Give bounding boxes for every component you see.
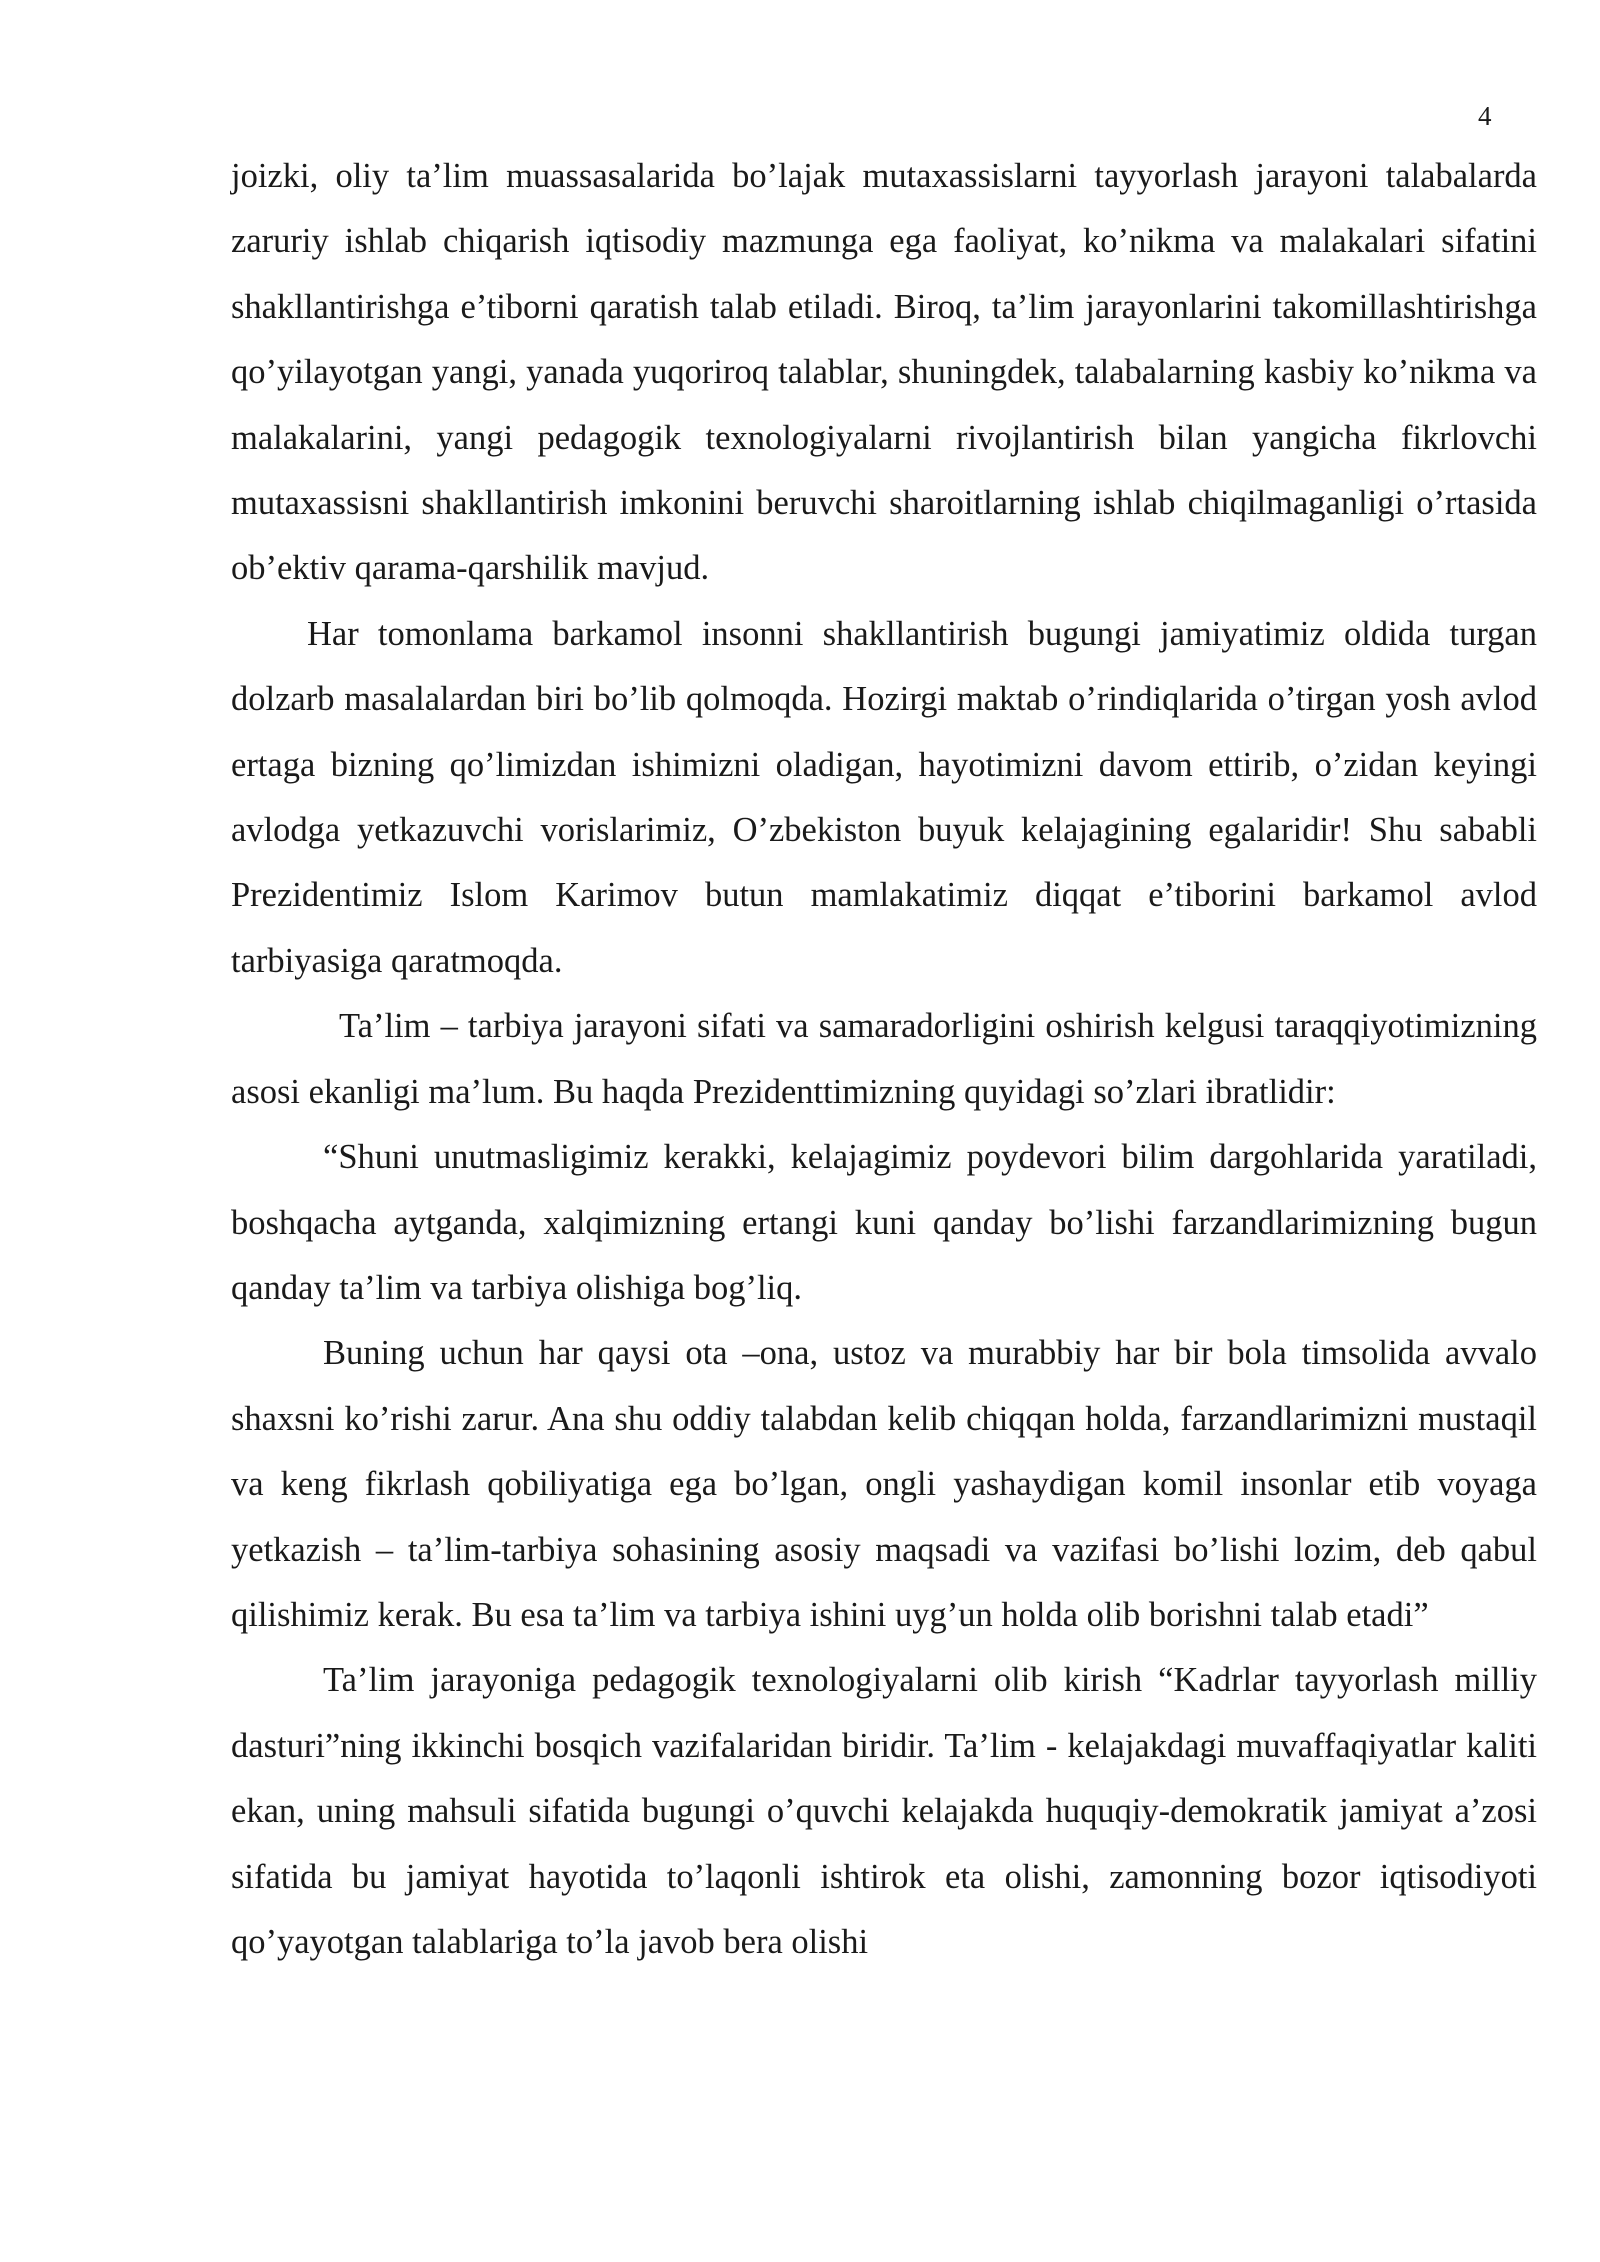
- paragraph-continuation: joizki, oliy ta’lim muassasalarida bo’lajak mutaxassislarni tayyorlash jarayoni talabalarda zaruriy ishlab chiqarish iqtisodiy mazmunga ega faoliyat, ko’nikma va malakalari sifatini shakllantirishga e’tiborni qaratish talab etiladi. Biroq, ta’lim jarayonlarini takomillashtirishga qo’yilayotgan yangi, yanada yuqoriroq talablar, shuningdek, talabalarning kasbiy ko’nikma va malakalarini, yangi pedagogik texnologiyalarni rivojlantirish bilan yangicha fikrlovchi mutaxassisni shakllantirish imkonini beruvchi sharoitlarning ishlab chiqilmaganligi o’rtasida ob’ektiv qarama-qarshilik mavjud.: [231, 157, 1537, 588]
- paragraph-quote-start: “Shuni unutmasligimiz kerakki, kelajagimiz poydevori bilim dargohlarida yaratiladi, boshqacha aytganda, xalqimizning ertangi kuni qanday bo’lishi farzandlarimizning bugun qanday ta’lim va tarbiya olishiga bog’liq.: [231, 1138, 1537, 1307]
- page-number: 4: [1478, 101, 1492, 131]
- paragraph-talim-tarbiya: Ta’lim – tarbiya jarayoni sifati va samaradorligini oshirish kelgusi taraqqiyotimizning asosi ekanligi ma’lum. Bu haqda Prezidenttimizning quyidagi so’zlari ibratlidir:: [231, 1007, 1537, 1111]
- document-body: [231, 144, 1537, 1975]
- paragraph-pedagogik-texnologiyalar: Ta’lim jarayoniga pedagogik texnologiyalarni olib kirish “Kadrlar tayyorlash milliy dasturi”ning ikkinchi bosqich vazifalaridan biridir. Ta’lim - kelajakdagi muvaffaqiyatlar kaliti ekan, uning mahsuli sifatida bugungi o’quvchi kelajakda huquqiy-demokratik jamiyat a’zosi sifatida bu jamiyat hayotida to’laqonli ishtirok eta olishi, zamonning bozor iqtisodiyoti qo’yayotgan talablariga to’la javob bera olishi: [231, 1661, 1537, 1961]
- paragraph-barkamol-inson: Har tomonlama barkamol insonni shakllantirish bugungi jamiyatimiz oldida turgan dolzarb masalalardan biri bo’lib qolmoqda. Hozirgi maktab o’rindiqlarida o’tirgan yosh avlod ertaga bizning qo’limizdan ishimizni oladigan, hayotimizni davom ettirib, o’zidan keyingi avlodga yetkazuvchi vorislarimiz, O’zbekiston buyuk kelajagining egalaridir! Shu sababli Prezidentimiz Islom Karimov butun mamlakatimiz diqqat e’tiborini barkamol avlod tarbiyasiga qaratmoqda.: [231, 614, 1537, 980]
- paragraph-quote-continuation: Buning uchun har qaysi ota –ona, ustoz va murabbiy har bir bola timsolida avvalo shaxsni ko’rishi zarur. Ana shu oddiy talabdan kelib chiqqan holda, farzandlarimizni mustaqil va keng fikrlash qobiliyatiga ega bo’lgan, ongli yashaydigan komil insonlar etib voyaga yetkazish – ta’lim-tarbiya sohasining asosiy maqsadi va vazifasi bo’lishi lozim, deb qabul qilishimiz kerak. Bu esa ta’lim va tarbiya ishini uyg’un holda olib borishni talab etadi”: [231, 1334, 1537, 1634]
